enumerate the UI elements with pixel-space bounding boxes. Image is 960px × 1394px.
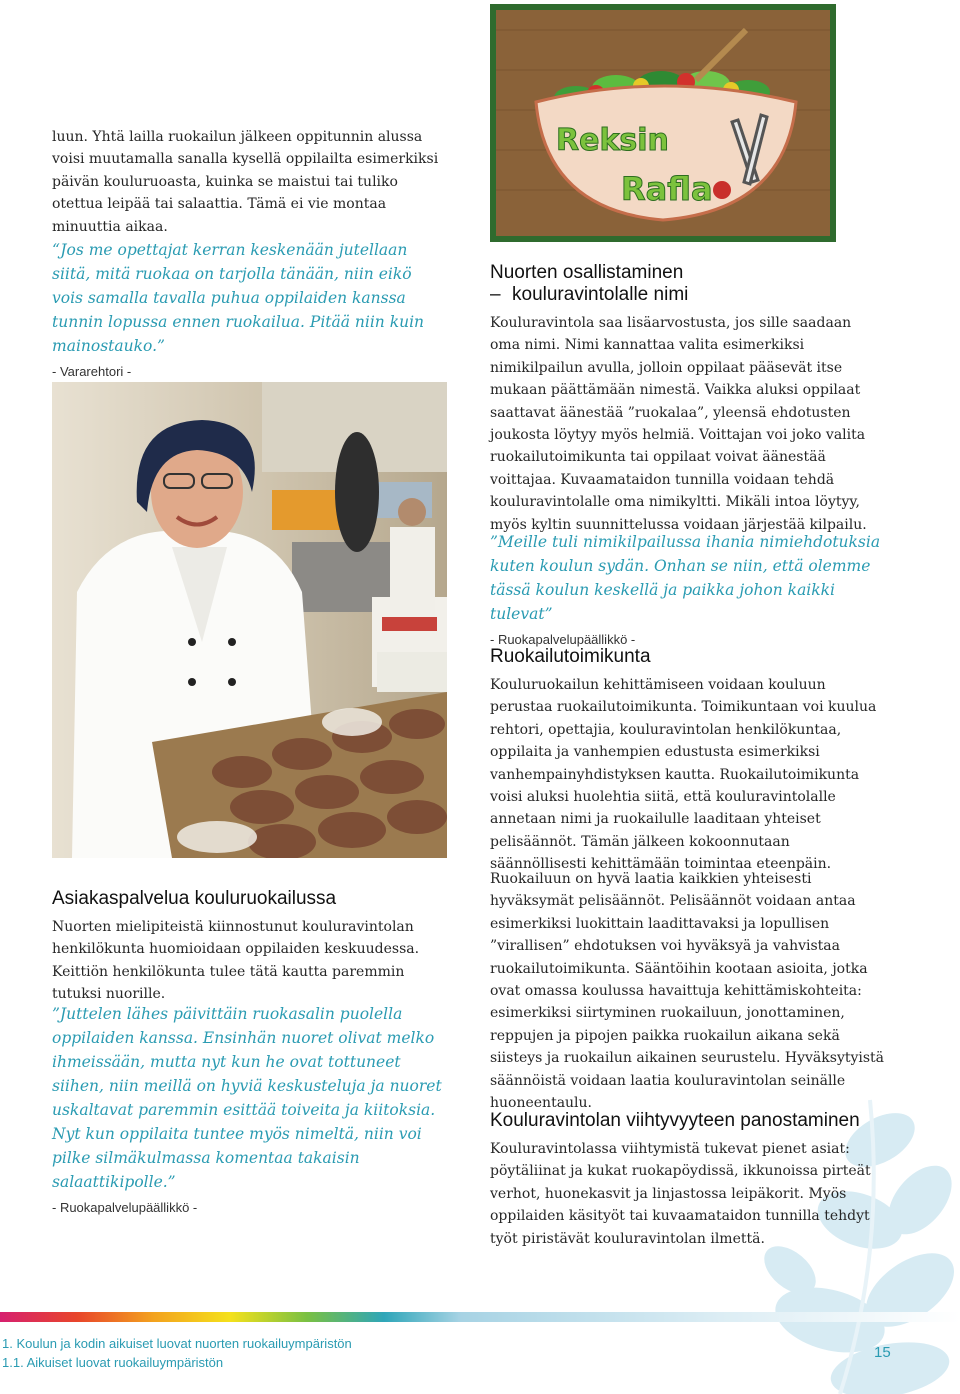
naming-section <box>490 262 885 536</box>
vice-principal-quote: “Jos me opettajat kerran keskenään jutellaan siitä, mitä ruokaa on tarjolla tänään, niin eikö vois samalla tavalla puhua oppilaiden kanssa tunnin lopussa ennen ruokailua. Pitää niin kuin mainostauko.” <box>52 241 425 355</box>
committee-section <box>490 646 885 876</box>
salad-logo-text-2: Rafla <box>621 170 713 208</box>
naming-heading-line1: Nuorten osallistaminen <box>490 262 684 283</box>
naming-quote: ”Meille tuli nimikilpailussa ihania nimiehdotuksia kuten koulun sydän. Onhan se niin, että olemme tässä koulun keskellä ja paikka johon kaikki tulevat” <box>490 533 881 623</box>
committee-paragraph-2: Ruokailuun on hyvä laatia kaikkien yhteisesti hyväksymät pelisäännöt. Pelisäännöt voidaan antaa esimerkiksi luokittain laadittavaksi ja lopullisen ”virallisen” ehdotuksen voi hyväksyä ja vahvistaa ruokailutoimikunta. Sääntöihin kootaan asioita, jotka ovat omassa koulussa havaittuja kehittämiskohteita: esimerkiksi siirtyminen ruokailuun, jonottaminen, reppujen ja pipojen paikka ruokailun aikana sekä siisteys ja ruokailun aikainen seurustelu. Hyväksytyistä säännöistä voidaan laatia kouluravintolan seinälle huoneentaulu. <box>490 871 885 1112</box>
intro-paragraph: luun. Yhtä lailla ruokailun jälkeen oppitunnin alussa voisi muutamalla sanalla kysellä oppilailta esimerkiksi päivän kouluruoasta, kuinka se maistui tai tuliko otettua leipää tai salaattia. Tämä ei vie montaa minuuttia aikaa. <box>52 129 439 235</box>
naming-paragraph: Kouluravintola saa lisäarvostusta, jos sille saadaan oma nimi. Nimi kannattaa valita esimerkiksi nimikilpailun avulla, jolloin oppilaat pääsevät itse mukaan päättämään nimestä. Vaikka aluksi oppilaat saattavat äänestää ”ruokalaa”, yleensä ehdotusten joukosta löytyy myös helmiä. Voittajan voi joko valita ruokailutoimikunta tai oppilaat voivat äänestää voittajaa. Kuvaamataidon tunnilla voidaan tehdä kouluravintolalle oma nimikyltti. Mikäli intoa löytyy, myös kyltin suunnittelussa voidaan järjestää kilpailu. <box>490 315 867 533</box>
chef-photo <box>52 382 447 858</box>
salad-bowl-artwork <box>490 4 836 242</box>
committee-heading: Ruokailutoimikunta <box>490 646 651 667</box>
food-service-manager-attribution: - Ruokapalvelupäällikkö - <box>52 1200 198 1215</box>
footer-nav-section[interactable]: 1.1. Aikuiset luovat ruokailuympäristön <box>2 1355 224 1370</box>
food-service-manager-quote: ”Juttelen lähes päivittäin ruokasalin puolella oppilaiden kanssa. Ensinhän nuoret olivat melko ihmeissään, mutta nyt kun he ovat tottuneet siihen, niin meillä on hyviä keskusteluja ja nuoret uskaltavat paremmin esittää toiveita ja kiitoksia. Nyt kun oppilaita tuntee myös nimeltä, niin voi pilke silmäkulmassa komentaa takaisin salaattikipolle.” <box>52 1005 442 1191</box>
naming-quote-attribution: - Ruokapalvelupäällikkö - <box>490 632 636 647</box>
left-intro-block <box>52 126 447 238</box>
heading-dash: – <box>490 284 501 305</box>
rainbow-stripe <box>0 1310 960 1326</box>
page-number: 15 <box>874 1344 891 1361</box>
right-quote-block <box>490 530 885 647</box>
naming-heading-line2: kouluravintolalle nimi <box>512 284 689 305</box>
customer-service-paragraph: Nuorten mielipiteistä kiinnostunut kouluravintolan henkilökunta huomioidaan oppilaiden keskuudessa. Keittiön henkilökunta tulee tätä kautta paremmin tutuksi nuorille. <box>52 919 420 1003</box>
footer-nav-chapter[interactable]: 1. Koulun ja kodin aikuiset luovat nuorten ruokailuympäristön <box>2 1336 352 1351</box>
comfort-section <box>490 1110 885 1250</box>
vice-principal-attribution: - Vararehtori - <box>52 364 132 379</box>
naming-heading <box>490 262 885 306</box>
customer-service-section <box>52 888 447 1006</box>
salad-logo-text-1: Reksin <box>556 123 669 158</box>
rules-block <box>490 868 885 1114</box>
comfort-heading: Kouluravintolan viihtyvyyteen panostaminen <box>490 1110 860 1131</box>
comfort-paragraph: Kouluravintolassa viihtymistä tukevat pienet asiat: pöytäliinat ja kukat ruokapöydissä, ikkunoissa pirteät verhot, huonekasvit ja linjastossa leipäkorit. Myös oppilaiden käsityöt tai kuvaamataidon tunnilla tehdyt työt piristävät kouluravintolan ilmettä. <box>490 1141 871 1247</box>
committee-paragraph-1: Kouluruokailun kehittämiseen voidaan kouluun perustaa ruokailutoimikunta. Toimikuntaan voi kuulua rehtori, opettajia, kouluravintolan henkilökuntaa, oppilaita ja vanhempien edustusta esimerkiksi vanhempainyhdistyksen kautta. Ruokailutoimikunta voisi aluksi huolehtia siitä, että kouluravintolalle annetaan nimi ja ruokailulle laaditaan yhteiset pelisäännöt. Tämän jälkeen kokoonnutaan säännöllisesti kehittämään toimintaa eteenpäin. <box>490 677 877 873</box>
left-quote2-block <box>52 1002 447 1215</box>
customer-service-heading: Asiakaspalvelua kouluruokailussa <box>52 888 337 909</box>
left-quote-block <box>52 238 447 379</box>
